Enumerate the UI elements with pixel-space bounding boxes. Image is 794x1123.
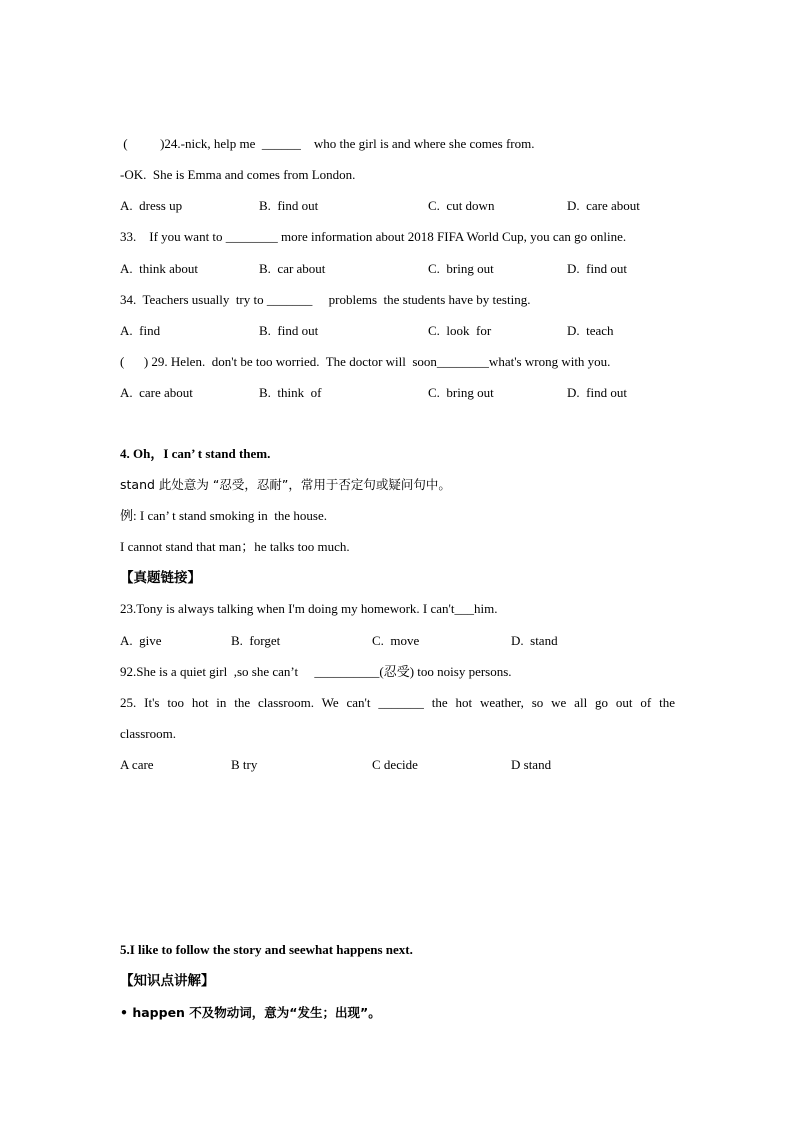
q25-option-a: A care <box>120 757 154 772</box>
question-24-stem: ( )24.-nick, help me ______ who the girl is and where she comes from. <box>120 136 535 151</box>
question-92-stem: 92.She is a quiet girl ,so she can’t __________(忍受) too noisy persons. <box>120 664 512 679</box>
q24-option-c: C. cut down <box>428 198 495 213</box>
section-4-example-2: I cannot stand that man；he talks too much. <box>120 539 350 554</box>
section-4-example-1: 例: I can’ t stand smoking in the house. <box>120 508 328 523</box>
q29-option-b: B. think of <box>259 385 322 400</box>
q33-option-a: A. think about <box>120 261 198 276</box>
q24-option-b: B. find out <box>259 198 319 213</box>
question-34-stem: 34. Teachers usually try to _______ problems the students have by testing. <box>120 292 531 307</box>
section-5-bullet: • happen 不及物动词，意为“发生；出现”。 <box>120 1005 381 1020</box>
question-33-stem: 33. If you want to ________ more information about 2018 FIFA World Cup, you can go online. <box>120 229 627 244</box>
question-23-stem: 23.Tony is always talking when I'm doing my homework. I can't___him. <box>120 601 498 616</box>
q29-option-a: A. care about <box>120 385 193 400</box>
question-24-reply: -OK. She is Emma and comes from London. <box>120 167 356 182</box>
q25-option-d: D stand <box>511 757 552 772</box>
q34-option-a: A. find <box>120 323 161 338</box>
q34-option-d: D. teach <box>567 323 614 338</box>
q33-option-d: D. find out <box>567 261 627 276</box>
section-4-heading: 4. Oh，I can’ t stand them. <box>120 446 271 461</box>
q25-option-c: C decide <box>372 757 418 772</box>
q33-option-c: C. bring out <box>428 261 494 276</box>
q24-option-d: D. care about <box>567 198 640 213</box>
section-4-link-heading: 【真题链接】 <box>120 570 201 586</box>
q23-option-c: C. move <box>372 633 420 648</box>
section-4-explanation: stand 此处意为 “忍受，忍耐”，常用于否定句或疑问句中。 <box>120 477 451 492</box>
q34-option-c: C. look for <box>428 323 492 338</box>
q24-option-a: A. dress up <box>120 198 183 213</box>
question-25-stem-line-1: 25. It's too hot in the classroom. We can't _______ the hot weather, so we all go out of the <box>120 695 675 710</box>
q29-option-d: D. find out <box>567 385 627 400</box>
question-25-stem-line-2: classroom. <box>120 726 176 741</box>
question-29-stem: ( ) 29. Helen. don't be too worried. The doctor will soon________what's wrong with you. <box>120 354 611 369</box>
q23-option-d: D. stand <box>511 633 558 648</box>
section-5-knowledge-heading: 【知识点讲解】 <box>120 973 215 989</box>
q23-option-a: A. give <box>120 633 162 648</box>
q29-option-c: C. bring out <box>428 385 494 400</box>
q33-option-b: B. car about <box>259 261 326 276</box>
q25-option-b: B try <box>231 757 258 772</box>
q34-option-b: B. find out <box>259 323 319 338</box>
section-5-heading: 5.I like to follow the story and seewhat happens next. <box>120 942 413 957</box>
q23-option-b: B. forget <box>231 633 281 648</box>
